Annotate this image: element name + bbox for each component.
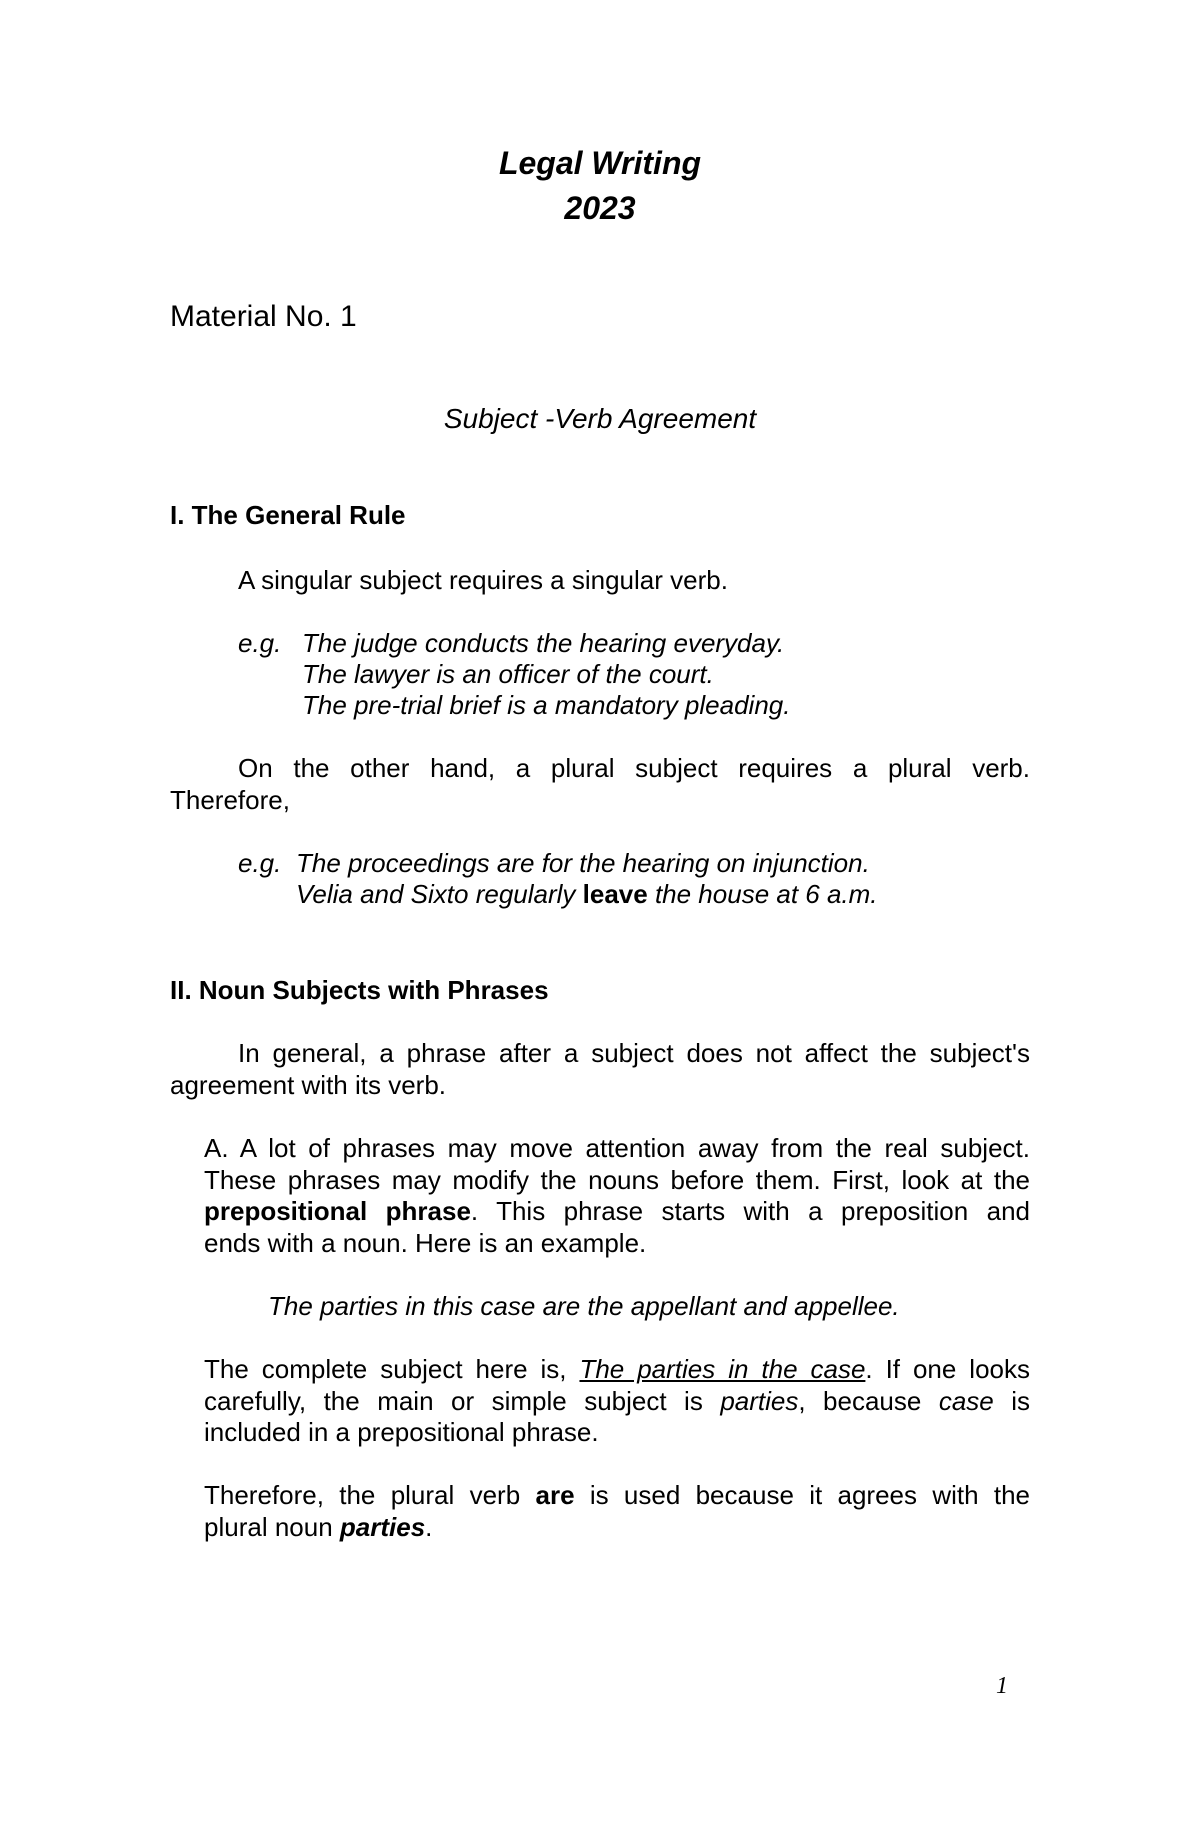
- section-2-heading: II. Noun Subjects with Phrases: [170, 975, 549, 1005]
- example-text: Velia and Sixto regularly: [296, 879, 583, 909]
- paragraph-text: , because: [798, 1386, 939, 1416]
- example-line: The lawyer is an officer of the court.: [302, 659, 714, 689]
- example-label: e.g.: [238, 628, 282, 658]
- paragraph-text: .: [425, 1512, 433, 1542]
- paragraph-text: . If one looks: [865, 1354, 1030, 1384]
- emphasized-verb: are: [535, 1480, 575, 1510]
- underlined-subject: The parties in the case: [579, 1354, 866, 1384]
- example-line: The pre-trial brief is a mandatory pleading.: [302, 690, 791, 720]
- example-sentence: The parties in this case are the appellant and appellee.: [268, 1291, 900, 1321]
- topic-subtitle: Subject -Verb Agreement: [443, 403, 757, 434]
- paragraph-line: [204, 1512, 432, 1543]
- paragraph-line: [204, 1386, 1030, 1417]
- paragraph-line: A. A lot of phrases may move attention away from the real subject.: [204, 1133, 1030, 1163]
- material-number: Material No. 1: [170, 300, 357, 333]
- section-1-heading: I. The General Rule: [170, 500, 406, 530]
- page-number: 1: [996, 1673, 1008, 1699]
- paragraph-text: Therefore, the plural verb: [204, 1480, 536, 1510]
- document-year: 2023: [564, 190, 636, 226]
- italic-term: parties: [720, 1386, 799, 1416]
- paragraph-line: ends with a noun. Here is an example.: [204, 1228, 647, 1258]
- section-1-intro: A singular subject requires a singular verb.: [238, 565, 728, 595]
- key-term: prepositional phrase: [204, 1196, 471, 1226]
- paragraph-text: is used because it agrees with the: [574, 1480, 1030, 1510]
- example-line: The proceedings are for the hearing on injunction.: [296, 848, 870, 878]
- plural-rule-line: On the other hand, a plural subject requires a plural verb.: [238, 753, 1030, 783]
- paragraph-line: These phrases may modify the nouns before them. First, look at the: [204, 1165, 1030, 1195]
- example-line: The judge conducts the hearing everyday.: [302, 628, 785, 658]
- paragraph-line: agreement with its verb.: [170, 1070, 447, 1100]
- paragraph-line: [204, 1480, 1030, 1511]
- plural-rule-line: Therefore,: [170, 785, 290, 815]
- paragraph-text: plural noun: [204, 1512, 340, 1542]
- paragraph-text: . This phrase starts with a preposition and: [470, 1196, 1030, 1226]
- paragraph-line: included in a prepositional phrase.: [204, 1417, 599, 1447]
- document-title: Legal Writing: [498, 145, 702, 181]
- example-label: e.g.: [238, 848, 282, 878]
- italic-term: case: [938, 1386, 994, 1416]
- paragraph-text: The complete subject here is,: [204, 1354, 580, 1384]
- emphasized-verb: leave: [582, 879, 648, 909]
- emphasized-noun: parties: [339, 1512, 426, 1542]
- paragraph-text: carefully, the main or simple subject is: [204, 1386, 721, 1416]
- paragraph-line: [204, 1196, 1030, 1227]
- paragraph-line: In general, a phrase after a subject does not affect the subject's: [238, 1038, 1030, 1068]
- example-text: the house at 6 a.m.: [647, 879, 878, 909]
- paragraph-text: is: [993, 1386, 1030, 1416]
- example-line: [296, 879, 878, 910]
- paragraph-line: [204, 1354, 1030, 1385]
